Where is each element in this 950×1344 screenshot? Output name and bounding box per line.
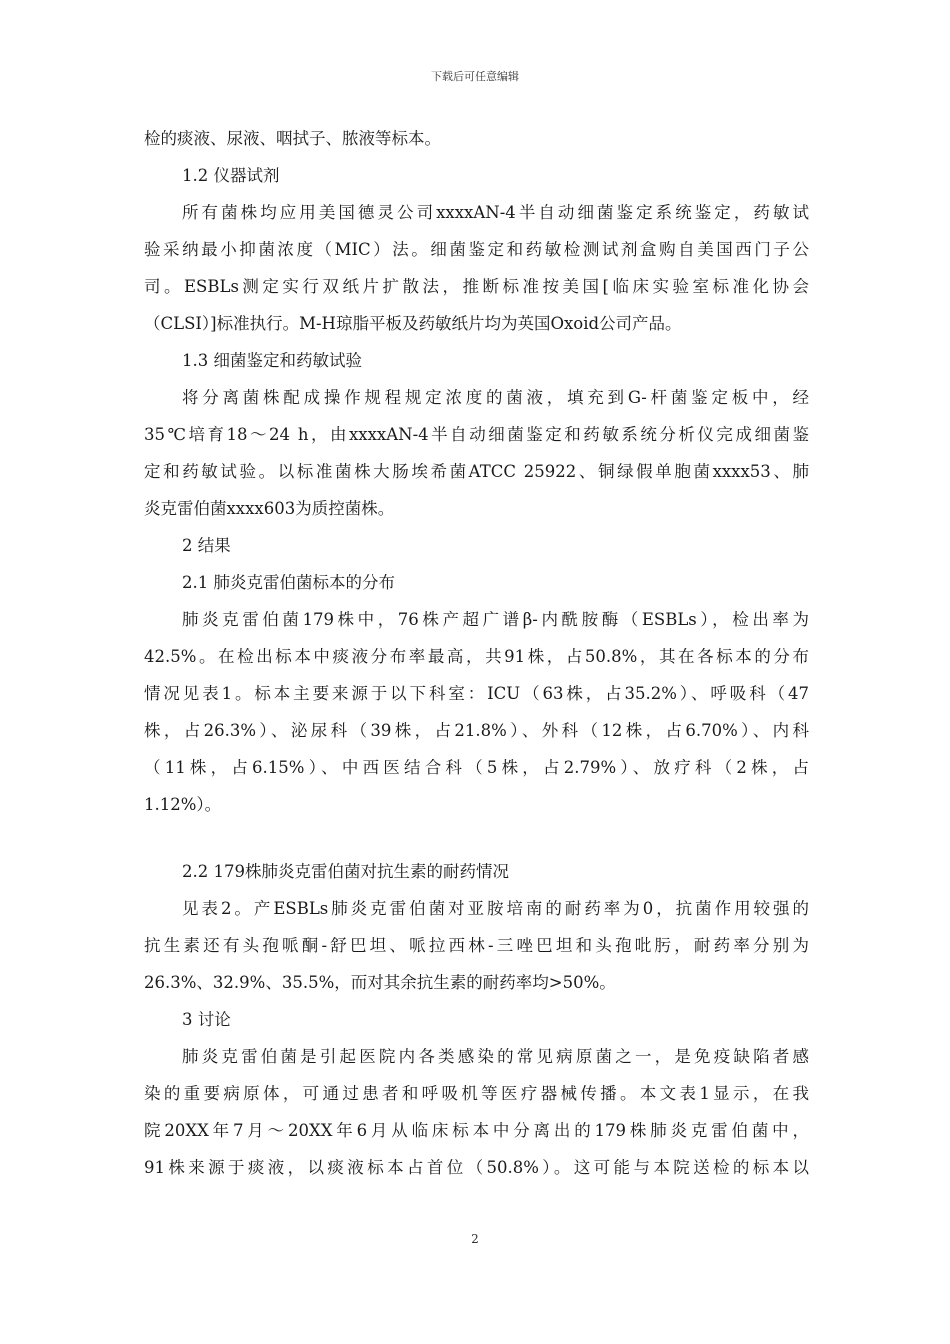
text-line: 肺炎克雷伯菌179株中，76株产超广谱β-内酰胺酶（ESBLs），检出率为 xyxy=(182,610,809,629)
document-body xyxy=(144,120,809,1186)
text-line: 肺炎克雷伯菌是引起医院内各类感染的常见病原菌之一，是免疫缺陷者感 xyxy=(182,1047,809,1066)
text-line: 定和药敏试验。以标准菌株大肠埃希菌ATCC 25922、铜绿假单胞菌xxxx53、肺 xyxy=(144,462,809,481)
blank-line xyxy=(144,823,809,853)
text-line: （11株，占6.15%）、中西医结合科（5株，占2.79%）、放疗科（2株，占 xyxy=(144,758,809,777)
text-line: 染的重要病原体，可通过患者和呼吸机等医疗器械传播。本文表1显示，在我 xyxy=(144,1084,809,1103)
text-line: 91株来源于痰液，以痰液标本占首位（50.8%）。这可能与本院送检的标本以 xyxy=(144,1158,809,1177)
text-line: 1.12%）。 xyxy=(144,795,222,814)
text-line: 1.2 仪器试剂 xyxy=(182,166,280,185)
text-line: 所有菌株均应用美国德灵公司xxxxAN-4半自动细菌鉴定系统鉴定，药敏试 xyxy=(182,203,809,222)
text-line: 司。ESBLs测定实行双纸片扩散法，推断标准按美国[临床实验室标准化协会 xyxy=(144,277,809,296)
text-line: （CLSI）]标准执行。M-H琼脂平板及药敏纸片均为英国Oxoid公司产品。 xyxy=(144,314,682,333)
text-line: 1.3 细菌鉴定和药敏试验 xyxy=(182,351,362,370)
page-header: 下载后可任意编辑 xyxy=(431,70,519,83)
text-line: 抗生素还有头孢哌酮-舒巴坦、哌拉西林-三唑巴坦和头孢吡肟，耐药率分别为 xyxy=(144,936,809,955)
text-line: 2.1 肺炎克雷伯菌标本的分布 xyxy=(182,573,395,592)
text-line: 检的痰液、尿液、咽拭子、脓液等标本。 xyxy=(144,129,441,148)
text-line: 26.3%、32.9%、35.5%，而对其余抗生素的耐药率均>50%。 xyxy=(144,973,616,992)
text-line: 炎克雷伯菌xxxx603为质控菌株。 xyxy=(144,499,395,518)
text-line: 2.2 179株肺炎克雷伯菌对抗生素的耐药情况 xyxy=(182,862,509,881)
text-line: 42.5%。在检出标本中痰液分布率最高，共91株，占50.8%，其在各标本的分布 xyxy=(144,647,809,666)
text-line: 3 讨论 xyxy=(182,1010,231,1029)
text-line: 验采纳最小抑菌浓度（MIC）法。细菌鉴定和药敏检测试剂盒购自美国西门子公 xyxy=(144,240,809,259)
text-line: 将分离菌株配成操作规程规定浓度的菌液，填充到G-杆菌鉴定板中，经 xyxy=(182,388,809,407)
text-line: 院20XX年7月～20XX年6月从临床标本中分离出的179株肺炎克雷伯菌中， xyxy=(144,1121,809,1140)
text-line: 株，占26.3%）、泌尿科（39株，占21.8%）、外科（12株，占6.70%）、内科 xyxy=(144,721,809,740)
text-line: 见表2。产ESBLs肺炎克雷伯菌对亚胺培南的耐药率为0，抗菌作用较强的 xyxy=(182,899,809,918)
text-line: 2 结果 xyxy=(182,536,231,555)
text-line: 情况见表1。标本主要来源于以下科室：ICU（63株，占35.2%）、呼吸科（47 xyxy=(144,684,809,703)
text-line: 35℃培育18～24 h，由xxxxAN-4半自动细菌鉴定和药敏系统分析仪完成细菌鉴 xyxy=(144,425,809,444)
page-number: 2 xyxy=(471,1232,479,1246)
